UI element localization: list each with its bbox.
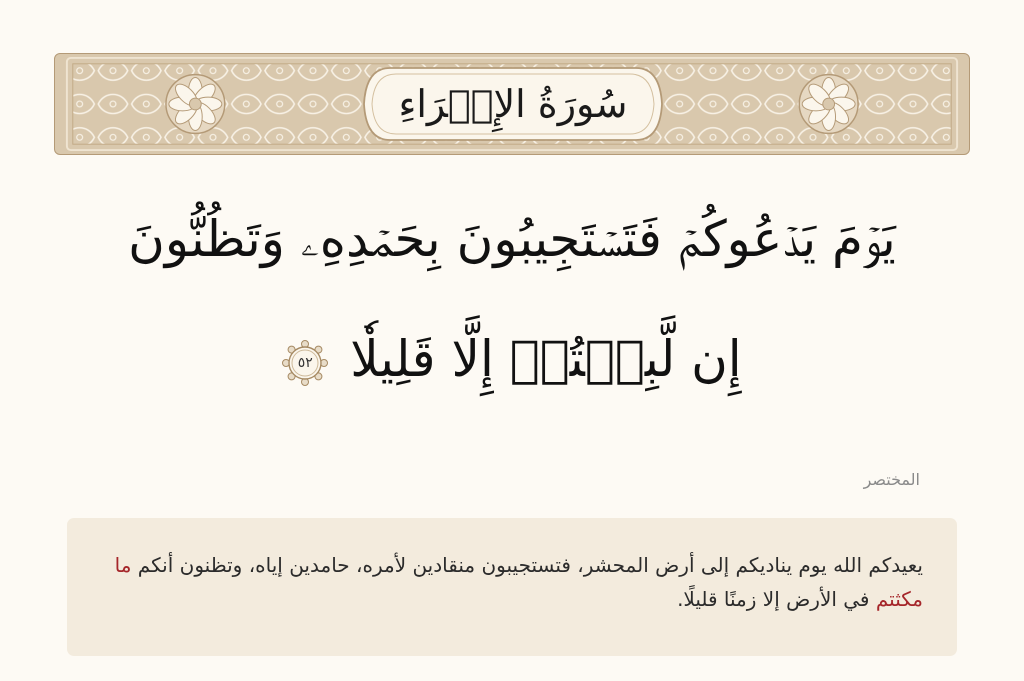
rosette-left bbox=[166, 75, 225, 134]
surah-banner bbox=[54, 53, 970, 155]
ayah-line-2 bbox=[100, 330, 924, 388]
tafsir-highlight-link[interactable]: ما مكثتم bbox=[114, 553, 923, 611]
tafsir-text-after: في الأرض إلا زمنًا قليلًا. bbox=[677, 587, 876, 611]
surah-title: سُورَةُ الإِسۡرَاءِ bbox=[398, 82, 628, 126]
ayah-text-line-1: يَوۡمَ يَدۡعُوكُمۡ فَتَسۡتَجِيبُونَ بِحَمۡدِهِۦ وَتَظُنُّونَ bbox=[128, 210, 896, 268]
tafsir-source-label: المختصر bbox=[863, 470, 920, 489]
tafsir-text-before: يعيدكم الله يوم يناديكم إلى أرض المحشر، فتستجيبون منقادين لأمره، حامدين إياه، وتظنون أنكم bbox=[131, 553, 923, 577]
tafsir-text bbox=[101, 548, 923, 616]
tafsir-box bbox=[67, 518, 957, 656]
ayah-line-1 bbox=[100, 210, 924, 268]
ayah-text-line-2: إِن لَّبِثۡتُمۡ إِلَّا قَلِيلٗا bbox=[350, 330, 742, 388]
ayah-number-marker bbox=[282, 340, 328, 386]
rosette-right bbox=[799, 75, 858, 134]
ayah-number: ٥٢ bbox=[297, 355, 313, 371]
